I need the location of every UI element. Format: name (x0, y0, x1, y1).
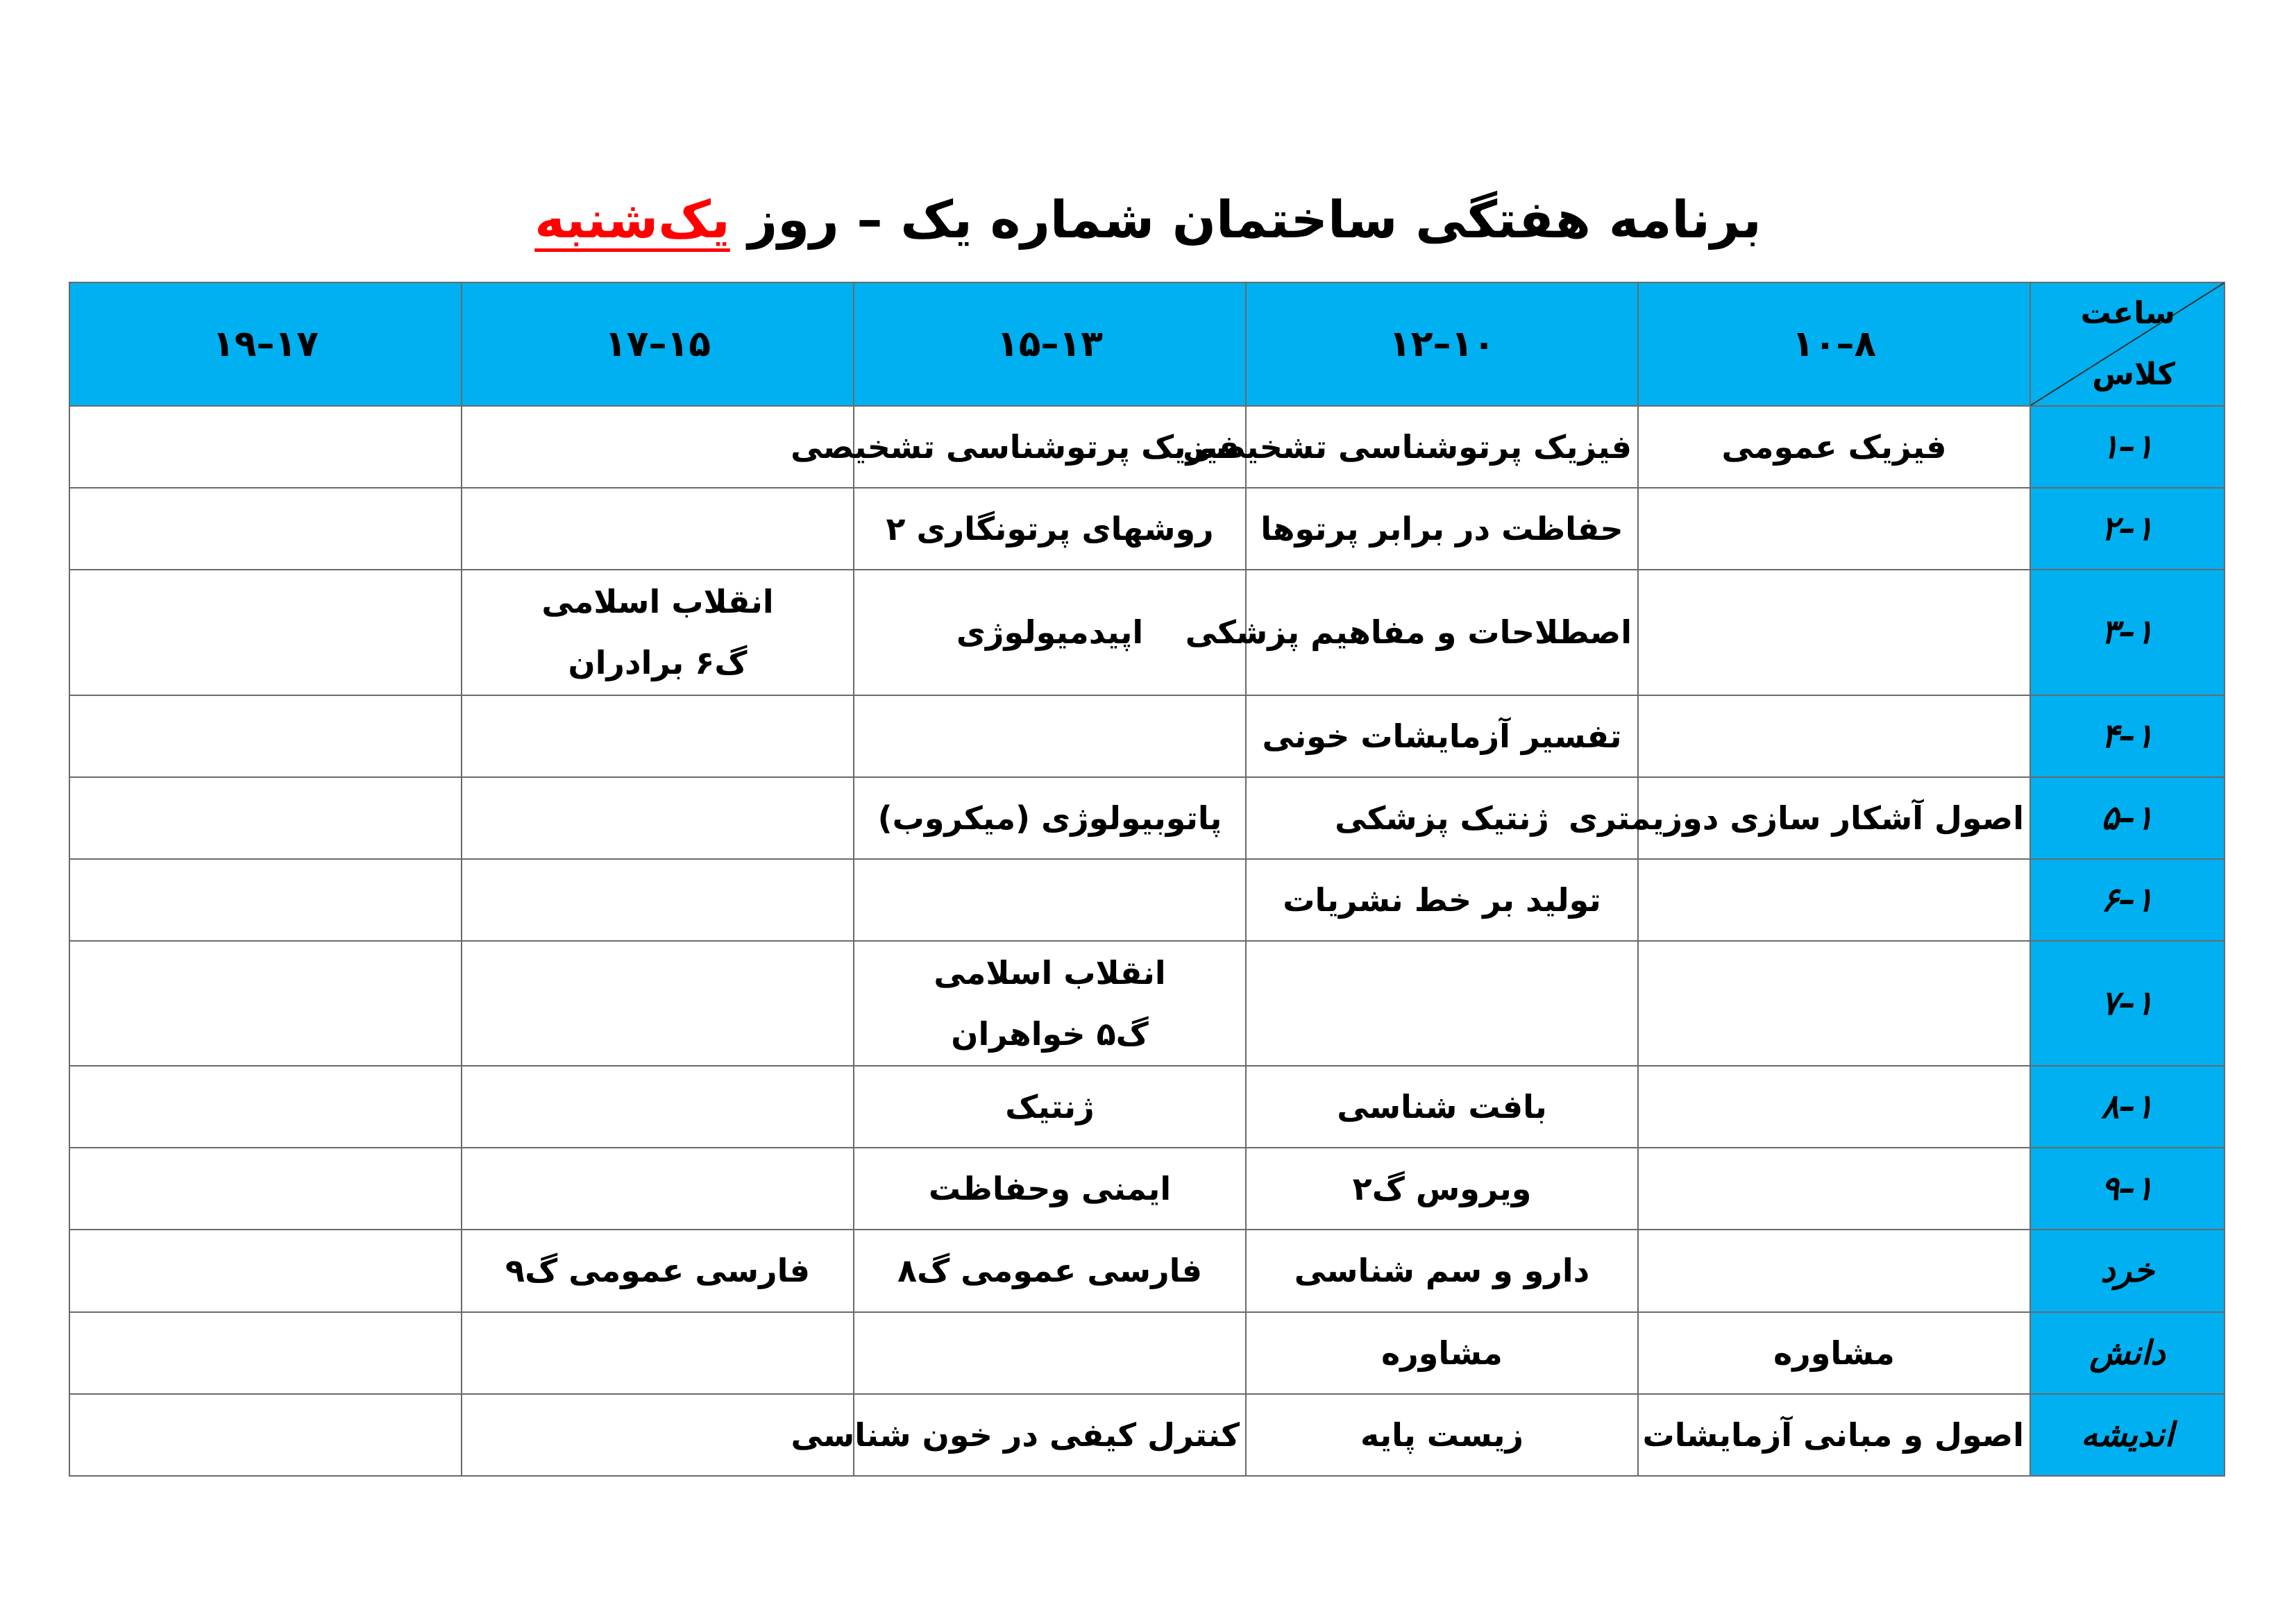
class-label: خرد (2030, 1230, 2225, 1311)
schedule-cell (1246, 488, 1638, 570)
course-name: فیزیک پرتوشناسی تشخیصی (1183, 428, 1632, 466)
schedule-cell (1638, 488, 2030, 570)
course-name: اپیدمیولوژی (956, 613, 1144, 652)
schedule-cell (1246, 1394, 1638, 1476)
course-name: فارسی عمومی گ۹ (505, 1252, 810, 1290)
course-name: فیزیک پرتوشناسی تشخیصی (791, 428, 1240, 466)
course-name: اصطلاحات و مفاهیم پزشکی (1185, 613, 1632, 652)
class-label: دانش (2030, 1312, 2225, 1394)
course-name: فیزیک عمومی (1721, 428, 1947, 466)
schedule-cell (1185, 570, 1638, 695)
schedule-cell (1183, 406, 1638, 488)
schedule-cell (1638, 859, 2030, 941)
schedule-cell (854, 488, 1246, 570)
schedule-cell (462, 695, 854, 777)
schedule-cell (1638, 695, 2030, 777)
schedule-cell (69, 1230, 462, 1311)
course-name: زیست پایه (1360, 1416, 1523, 1454)
schedule-cell (854, 941, 1246, 1066)
class-label: اندیشه (2030, 1394, 2225, 1476)
schedule-cell (791, 1394, 1246, 1476)
class-label: ۱–۳ (2030, 570, 2225, 695)
course-name: اصول آشکار سازی دوزیمتری (1568, 799, 2024, 837)
schedule-cell (854, 1148, 1246, 1230)
schedule-cell (1638, 1312, 2030, 1394)
schedule-cell (1638, 1148, 2030, 1230)
schedule-cell (462, 859, 854, 941)
schedule-row (69, 859, 2225, 941)
schedule-cell (69, 777, 462, 859)
corner-label-class: کلاس (2092, 357, 2175, 392)
class-label: ۱–۵ (2030, 777, 2225, 859)
schedule-row (69, 406, 2225, 488)
course-name: پاتوبیولوژی (میکروب) (877, 799, 1222, 837)
schedule-cell (854, 777, 1246, 859)
class-label: ۱–۲ (2030, 488, 2225, 570)
schedule-cell (1246, 1148, 1638, 1230)
schedule-cell (854, 1312, 1246, 1394)
schedule-cell (462, 777, 854, 859)
page-title-day: یک‌شنبه (534, 190, 730, 250)
schedule-cell (69, 859, 462, 941)
schedule-cell (69, 1394, 462, 1476)
schedule-cell (462, 941, 854, 1066)
course-name: کنترل کیفی در خون شناسی (791, 1416, 1240, 1454)
schedule-cell (1246, 941, 1638, 1066)
schedule-cell (854, 695, 1246, 777)
schedule-row (69, 1066, 2225, 1148)
schedule-row (69, 777, 2225, 859)
schedule-cell (69, 1066, 462, 1148)
header-row (69, 282, 2225, 406)
schedule-cell (462, 488, 854, 570)
schedule-cell (69, 1312, 462, 1394)
class-label: ۱–۱ (2030, 406, 2225, 488)
slot-header: ۱۰–۱۲ (1246, 282, 1638, 406)
schedule-cell (69, 488, 462, 570)
course-name: انقلاب اسلامی (934, 954, 1166, 992)
class-label: ۱–۷ (2030, 941, 2225, 1066)
schedule-row (69, 941, 2225, 1066)
schedule-row (69, 1312, 2225, 1394)
class-label: ۱–۹ (2030, 1148, 2225, 1230)
course-name: روشهای پرتونگاری ۲ (886, 510, 1214, 548)
schedule-cell (462, 1230, 854, 1311)
course-name: فارسی عمومی گ۸ (897, 1252, 1202, 1290)
course-name: ژنتیک (1005, 1088, 1095, 1126)
class-label: ۱–۸ (2030, 1066, 2225, 1148)
schedule-cell (69, 695, 462, 777)
schedule-cell (1246, 695, 1638, 777)
course-name: مشاوره (1381, 1334, 1503, 1372)
schedule-cell (854, 1066, 1246, 1148)
course-name: ژنتیک پزشکی (1335, 799, 1549, 837)
course-name: دارو و سم شناسی (1294, 1252, 1590, 1290)
schedule-cell (1568, 777, 2030, 859)
schedule-cell (462, 570, 854, 695)
corner-label-hour: ساعت (2080, 296, 2175, 331)
course-name: اصول و مبانی آزمایشات (1642, 1416, 2024, 1454)
schedule-cell (69, 570, 462, 695)
schedule-cell (1638, 941, 2030, 1066)
schedule-row (69, 695, 2225, 777)
slot-header: ۱۷–۱۹ (69, 282, 462, 406)
course-name: تفسیر آزمایشات خونی (1262, 717, 1622, 755)
schedule-cell (854, 1230, 1246, 1311)
schedule-cell (462, 1312, 854, 1394)
schedule-cell (1638, 1066, 2030, 1148)
corner-cell (2030, 282, 2225, 406)
schedule-cell (69, 1148, 462, 1230)
course-name: ایمنی وحفاظت (928, 1170, 1172, 1208)
class-label: ۱–۴ (2030, 695, 2225, 777)
schedule-row (69, 570, 2225, 695)
slot-header: ۱۳–۱۵ (854, 282, 1246, 406)
schedule-cell (1246, 1230, 1638, 1311)
schedule-row (69, 1394, 2225, 1476)
course-name: انقلاب اسلامی (541, 583, 774, 621)
schedule-cell (1638, 570, 2030, 695)
schedule-body (69, 406, 2225, 1476)
class-label: ۱–۶ (2030, 859, 2225, 941)
course-name: تولید بر خط نشریات (1283, 881, 1601, 919)
slot-header: ۸–۱۰ (1638, 282, 2030, 406)
page-title (0, 182, 2296, 258)
schedule-cell (69, 941, 462, 1066)
course-name: ویروس گ۲ (1352, 1170, 1532, 1208)
schedule-cell (1638, 1394, 2030, 1476)
slot-header: ۱۵–۱۷ (462, 282, 854, 406)
schedule-cell (1246, 859, 1638, 941)
course-name: گ۶ برادران (568, 644, 748, 682)
schedule-cell (1638, 1230, 2030, 1311)
page-title-main: برنامه هفتگی ساختمان شماره یک – روز (729, 190, 1762, 250)
schedule-cell (1246, 1066, 1638, 1148)
schedule-row (69, 1230, 2225, 1311)
schedule-cell (69, 406, 462, 488)
schedule-cell (462, 1066, 854, 1148)
schedule-row (69, 488, 2225, 570)
schedule-cell (1638, 406, 2030, 488)
course-name: حفاظت در برابر پرتوها (1260, 510, 1623, 548)
schedule-table (69, 282, 2225, 1477)
course-name: گ۵ خواهران (951, 1015, 1149, 1053)
schedule-cell (854, 859, 1246, 941)
course-name: بافت شناسی (1337, 1088, 1547, 1126)
schedule-cell (462, 1148, 854, 1230)
schedule-cell (1246, 1312, 1638, 1394)
course-name: مشاوره (1773, 1334, 1895, 1372)
schedule-row (69, 1148, 2225, 1230)
